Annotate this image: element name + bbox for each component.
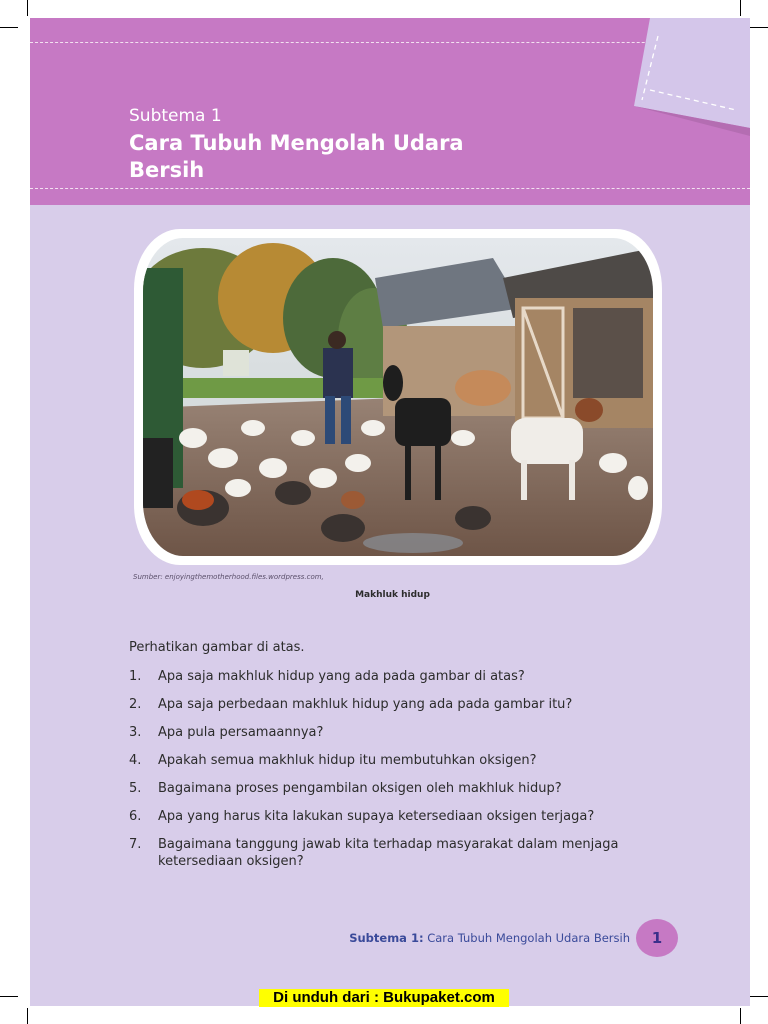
photo-frame <box>134 229 662 565</box>
question-text: Bagaimana tanggung jawab kita terhadap masyarakat dalam menjaga ketersediaan oksigen? <box>158 837 619 869</box>
photo-caption: Makhluk hidup <box>355 590 430 600</box>
question-number: 3. <box>129 725 142 740</box>
question-text: Bagaimana proses pengambilan oksigen oleh makhluk hidup? <box>158 781 562 796</box>
question-number: 4. <box>129 753 142 768</box>
question-item <box>129 808 649 825</box>
photo-source: Sumber: enjoyingthemotherhood.files.wordpress.com, <box>133 573 324 581</box>
crop-mark <box>750 27 768 28</box>
question-text: Apa pula persamaannya? <box>158 725 324 740</box>
crop-mark <box>27 0 28 16</box>
question-item <box>129 724 649 741</box>
farm-scene-illustration <box>143 238 653 556</box>
question-item <box>129 696 649 713</box>
question-item <box>129 752 649 769</box>
question-number: 2. <box>129 697 142 712</box>
crop-mark <box>27 1008 28 1024</box>
question-number: 7. <box>129 837 142 852</box>
book-page <box>30 18 750 1006</box>
subtheme-label: Subtema 1 <box>129 106 222 126</box>
footer-label: Subtema 1: <box>349 931 424 945</box>
chapter-title: Cara Tubuh Mengolah Udara Bersih <box>129 131 464 182</box>
question-item <box>129 668 649 685</box>
question-text: Apakah semua makhluk hidup itu membutuhkan oksigen? <box>158 753 537 768</box>
question-item <box>129 836 649 870</box>
question-number: 1. <box>129 669 142 684</box>
question-number: 5. <box>129 781 142 796</box>
chapter-header <box>30 18 750 205</box>
question-item <box>129 780 649 797</box>
question-number: 6. <box>129 809 142 824</box>
running-footer <box>349 931 630 945</box>
question-text: Apa saja perbedaan makhluk hidup yang ada pada gambar itu? <box>158 697 573 712</box>
page-curl-icon <box>30 18 750 205</box>
crop-mark <box>750 996 768 997</box>
question-list <box>129 668 649 881</box>
page-number: 1 <box>636 919 678 957</box>
crop-mark <box>0 27 18 28</box>
question-text: Apa saja makhluk hidup yang ada pada gambar di atas? <box>158 669 525 684</box>
crop-mark <box>740 0 741 16</box>
crop-mark <box>0 996 18 997</box>
farm-animals-photo <box>143 238 653 556</box>
footer-title: Cara Tubuh Mengolah Udara Bersih <box>427 931 630 945</box>
question-text: Apa yang harus kita lakukan supaya ketersediaan oksigen terjaga? <box>158 809 595 824</box>
crop-mark <box>740 1008 741 1024</box>
download-banner: Di unduh dari : Bukupaket.com <box>259 989 509 1007</box>
intro-text: Perhatikan gambar di atas. <box>129 640 305 655</box>
